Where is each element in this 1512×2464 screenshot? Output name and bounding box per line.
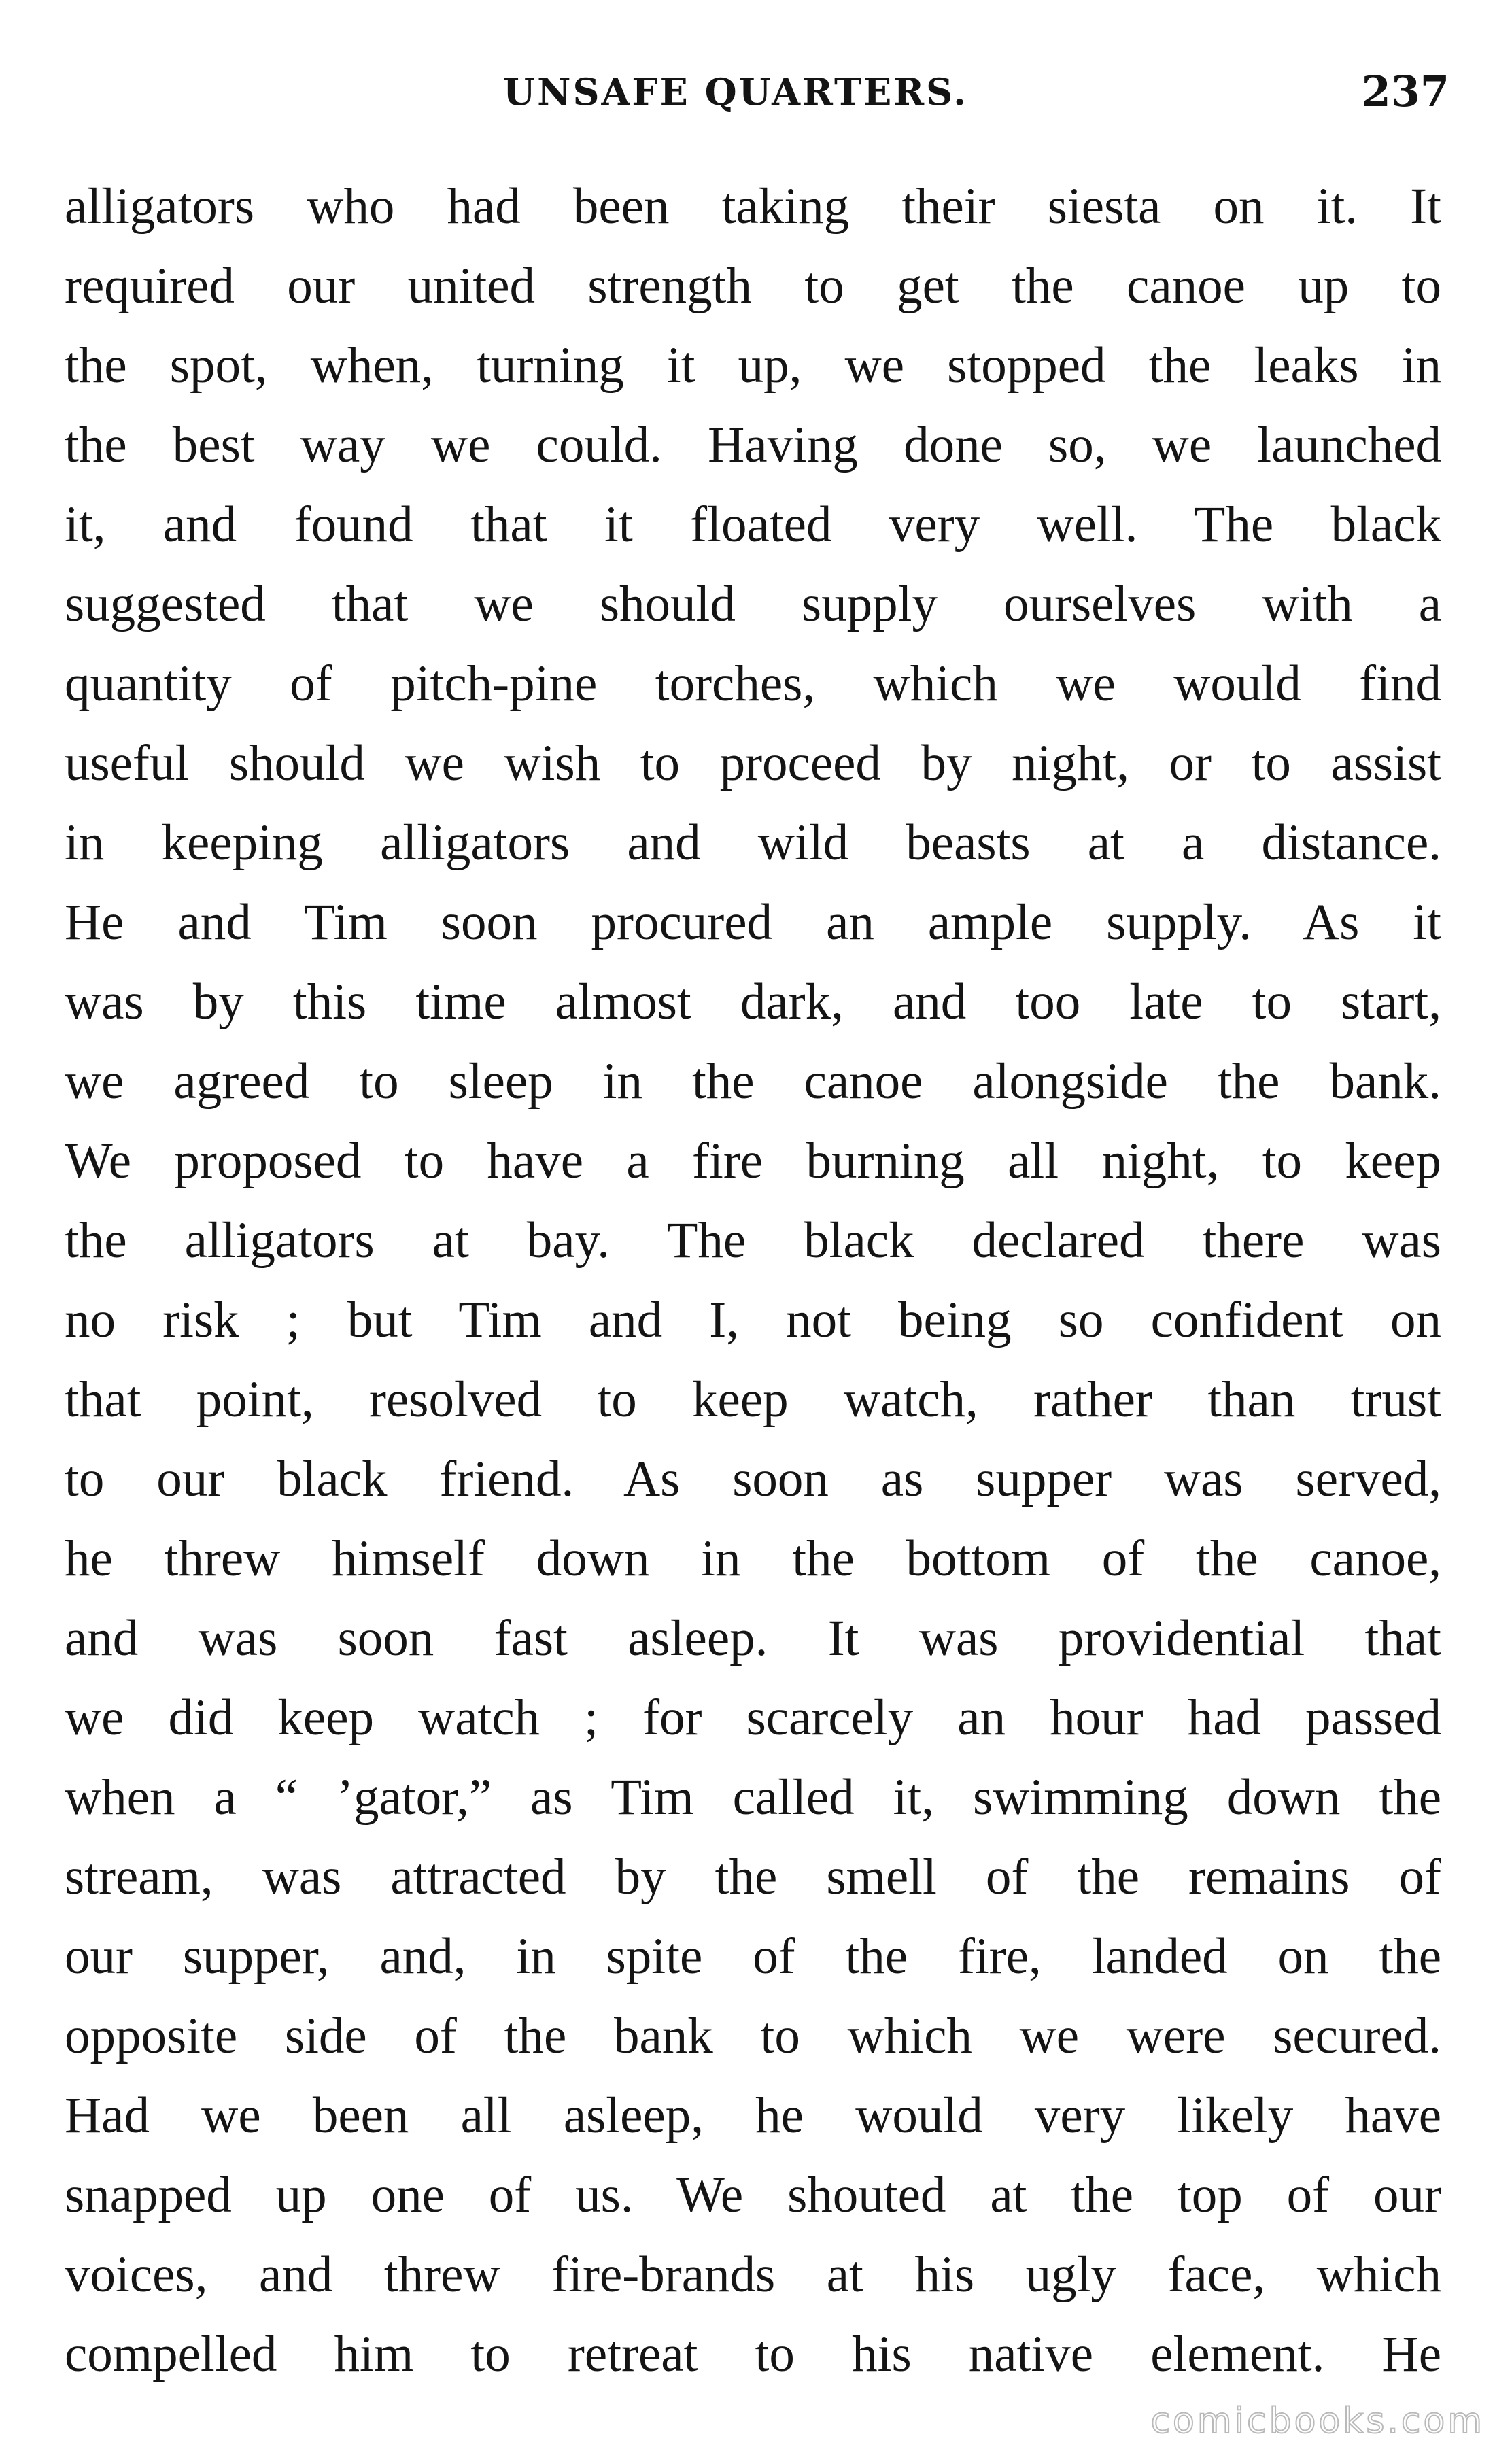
text-line: and was soon fast asleep. It was providential that (65, 1610, 1441, 1666)
text-line: required our united strength to get the canoe up to (65, 258, 1441, 314)
watermark: comicbooks.com (1150, 2401, 1485, 2442)
body-text (65, 167, 1441, 2394)
text-line: we did keep watch ; for scarcely an hour had passed (65, 1690, 1441, 1746)
text-line: alligators who had been taking their siesta on it. It (65, 178, 1441, 235)
text-line: the spot, when, turning it up, we stopped the leaks in (65, 337, 1441, 394)
text-line: no risk ; but Tim and I, not being so confident on (65, 1292, 1441, 1348)
text-line: stream, was attracted by the smell of the remains of (65, 1849, 1441, 1905)
text-line: He and Tim soon procured an ample supply. As it (65, 894, 1441, 951)
running-title: UNSAFE QUARTERS. (503, 70, 969, 114)
text-line: we agreed to sleep in the canoe alongside the bank. (65, 1053, 1441, 1110)
text-line: snapped up one of us. We shouted at the top of our (65, 2167, 1441, 2223)
text-line: to our black friend. As soon as supper was served, (65, 1451, 1441, 1507)
text-line: in keeping alligators and wild beasts at a distance. (65, 815, 1441, 871)
running-header (0, 61, 1512, 122)
text-line: our supper, and, in spite of the fire, landed on the (65, 1928, 1441, 1985)
text-line: We proposed to have a fire burning all night, to keep (65, 1133, 1441, 1189)
text-line: it, and found that it floated very well. The black (65, 496, 1441, 553)
text-line: suggested that we should supply ourselves with a (65, 576, 1441, 632)
text-line: when a “ ’gator,” as Tim called it, swimming down the (65, 1769, 1441, 1826)
text-line: quantity of pitch-pine torches, which we would find (65, 655, 1441, 712)
text-line: the alligators at bay. The black declared there was (65, 1212, 1441, 1269)
text-line: that point, resolved to keep watch, rather than trust (65, 1371, 1441, 1428)
text-line: voices, and threw fire-brands at his ugly face, which (65, 2246, 1441, 2303)
text-line: compelled him to retreat to his native element. He (65, 2326, 1441, 2382)
text-line: he threw himself down in the bottom of the canoe, (65, 1530, 1441, 1587)
text-line: useful should we wish to proceed by night, or to assist (65, 735, 1441, 791)
text-line: opposite side of the bank to which we were secured. (65, 2008, 1441, 2064)
text-line: Had we been all asleep, he would very likely have (65, 2087, 1441, 2144)
text-line: the best way we could. Having done so, we launched (65, 417, 1441, 473)
text-line: was by this time almost dark, and too late to start, (65, 974, 1441, 1030)
page-number: 237 (1361, 67, 1449, 116)
